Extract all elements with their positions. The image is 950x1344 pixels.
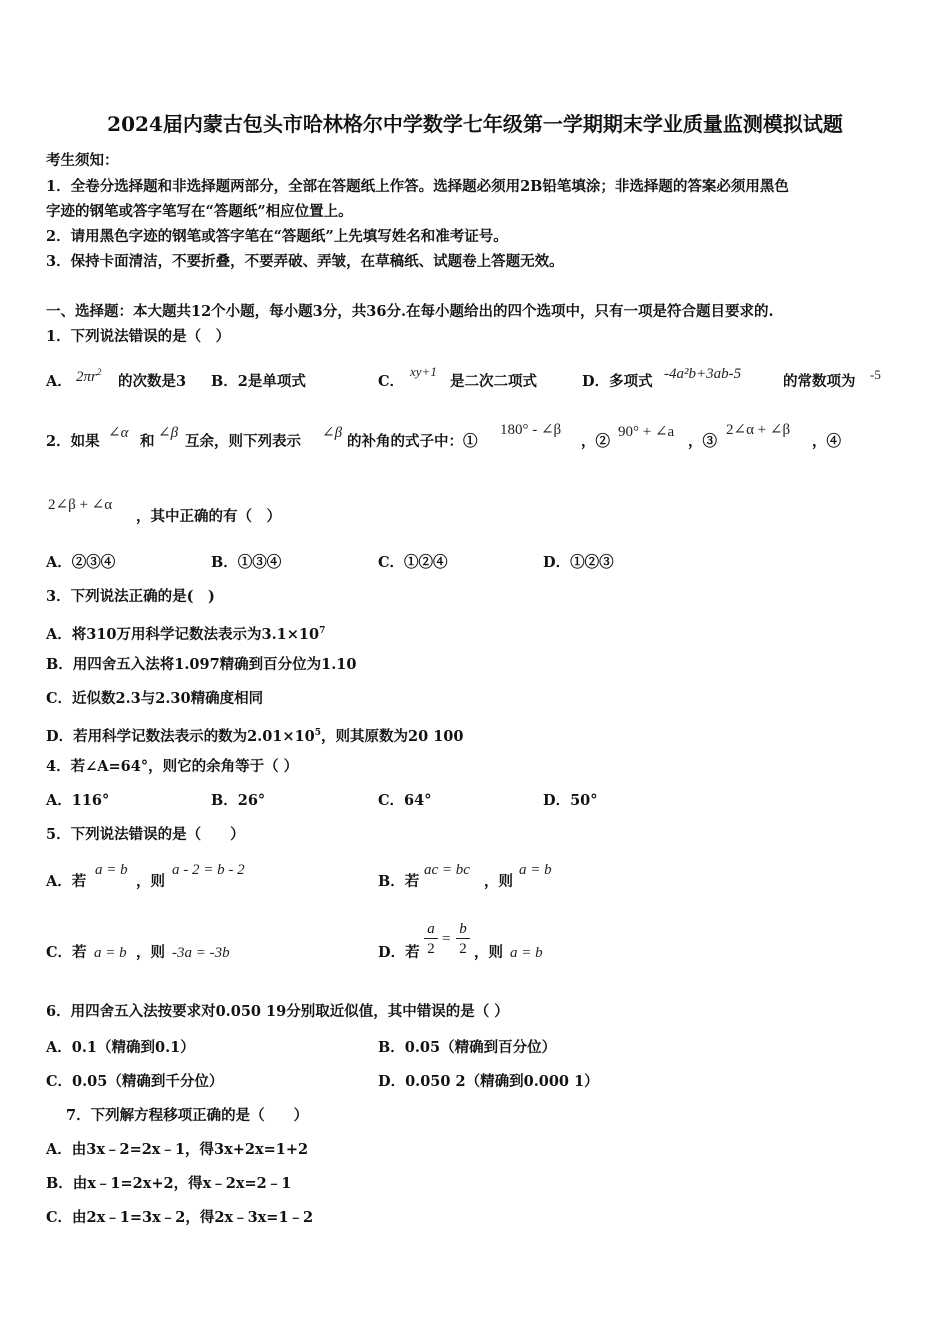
q7-option-c: C．由2x﹣1=3x﹣2，得2x﹣3x=1﹣2 bbox=[46, 1209, 314, 1226]
q3-option-d bbox=[46, 723, 463, 747]
q5-b-result: a = b bbox=[519, 862, 552, 878]
q6-option-d: D．0.050 2（精确到0.000 1） bbox=[378, 1073, 599, 1090]
notice-line-2: 2．请用黑色字迹的钢笔或答字笔在“答题纸”上先填写姓名和准考证号。 bbox=[46, 228, 508, 245]
q5-d-equals: = bbox=[442, 931, 451, 947]
q4-option-a: A．116° bbox=[46, 792, 110, 809]
q5-d-fraction-1 bbox=[424, 920, 438, 959]
notice-line-1a: 1．全卷分选择题和非选择题两部分，全部在答题纸上作答。选择题必须用2B铅笔填涂；非选择题的答案必须用黑色 bbox=[46, 178, 789, 195]
q7-option-b: B．由x﹣1=2x+2，得x﹣2x=2﹣1 bbox=[46, 1175, 292, 1192]
q3-option-a bbox=[46, 621, 325, 645]
q5-a-result: a - 2 = b - 2 bbox=[172, 862, 245, 878]
q2-stem-part4: 的补角的式子中：① bbox=[347, 433, 478, 450]
q2-option-a: A．②③④ bbox=[46, 554, 116, 571]
q1-a-expr: 2πr bbox=[76, 369, 97, 385]
q2-sep-3: ，④ bbox=[812, 433, 841, 450]
notice-line-3: 3．保持卡面清洁，不要折叠，不要弄破、弄皱，在草稿纸、试题卷上答题无效。 bbox=[46, 253, 564, 270]
q3-a-text: A．将310万用科学记数法表示为3.1×10 bbox=[46, 625, 320, 643]
q5-a-then: ，则 bbox=[136, 873, 165, 890]
q5-b-cond: ac = bc bbox=[424, 862, 470, 878]
q5-b-then: ，则 bbox=[484, 873, 513, 890]
q2-beta: ∠β bbox=[158, 425, 179, 441]
q1-d-value: -5 bbox=[870, 367, 881, 382]
q5-d-label: D．若 bbox=[378, 944, 420, 961]
q2-option-d: D．①②③ bbox=[543, 554, 614, 571]
q5-d-fraction-2 bbox=[456, 920, 470, 959]
q6-stem: 6．用四舍五入法按要求对0.050 19分别取近似值，其中错误的是（ ） bbox=[46, 1003, 509, 1020]
q1-a-label: A． bbox=[46, 373, 72, 390]
section-heading: 一、选择题：本大题共12个小题，每小题3分，共36分.在每小题给出的四个选项中，只有一项是符合题目要求的. bbox=[46, 303, 774, 320]
q5-d-num-1: a bbox=[427, 921, 435, 937]
q5-c-then: ，则 bbox=[136, 944, 165, 961]
q5-c-cond: a = b bbox=[94, 945, 127, 961]
q4-option-d: D．50° bbox=[543, 792, 598, 809]
q5-stem: 5．下列说法错误的是（ ） bbox=[46, 826, 245, 843]
q2-expr-1: 180° - ∠β bbox=[500, 422, 562, 438]
q1-a-math bbox=[76, 362, 101, 387]
q2-alpha: ∠α bbox=[108, 425, 129, 441]
q4-stem: 4．若∠A=64°，则它的余角等于（ ） bbox=[46, 758, 299, 775]
q1-a-exponent: 2 bbox=[96, 367, 102, 377]
notice-line-1b: 字迹的钢笔或答字笔写在“答题纸”相应位置上。 bbox=[46, 203, 353, 220]
q5-a-cond: a = b bbox=[95, 862, 128, 878]
q5-c-result: -3a = -3b bbox=[172, 945, 230, 961]
q2-sep-2: ，③ bbox=[688, 433, 717, 450]
q1-d-label: D．多项式 bbox=[582, 373, 653, 390]
q3-option-c: C．近似数2.3与2.30精确度相同 bbox=[46, 690, 264, 707]
q6-option-c: C．0.05（精确到千分位） bbox=[46, 1073, 224, 1090]
q5-d-num-2: b bbox=[459, 921, 467, 937]
q2-expr-2: 90° + ∠a bbox=[618, 424, 675, 440]
q6-option-b: B．0.05（精确到百分位） bbox=[378, 1039, 557, 1056]
q1-d-math: -4a²b+3ab-5 bbox=[664, 366, 742, 382]
q5-d-den-2: 2 bbox=[456, 938, 470, 959]
q7-option-a: A．由3x﹣2=2x﹣1，得3x+2x=1+2 bbox=[46, 1141, 309, 1158]
q1-option-b: B．2是单项式 bbox=[211, 373, 306, 390]
q3-stem: 3．下列说法正确的是( ) bbox=[46, 588, 215, 605]
q3-option-b: B．用四舍五入法将1.097精确到百分位为1.10 bbox=[46, 656, 357, 673]
q1-option-a bbox=[46, 372, 72, 392]
notice-heading: 考生须知： bbox=[46, 152, 119, 169]
q5-d-then: ，则 bbox=[474, 944, 503, 961]
q2-beta-2: ∠β bbox=[322, 425, 343, 441]
q3-d-text: D．若用科学记数法表示的数为2.01×10 bbox=[46, 727, 315, 745]
q2-expr-4: 2∠β + ∠α bbox=[48, 497, 113, 513]
q2-stem-part3: 互余，则下列表示 bbox=[185, 433, 301, 450]
q1-c-text: 是二次二项式 bbox=[450, 373, 537, 390]
q5-d-result: a = b bbox=[510, 945, 543, 961]
q3-d-exponent: 5 bbox=[314, 728, 321, 738]
q6-option-a: A．0.1（精确到0.1） bbox=[46, 1039, 195, 1056]
q2-expr-3: 2∠α + ∠β bbox=[726, 422, 791, 438]
q2-option-c: C．①②④ bbox=[378, 554, 448, 571]
q5-c-label: C．若 bbox=[46, 944, 87, 961]
q1-c-math: xy+1 bbox=[410, 364, 437, 379]
q2-sep-1: ，② bbox=[581, 433, 610, 450]
q1-stem: 1．下列说法错误的是（ ） bbox=[46, 328, 231, 345]
q2-stem-part2: 和 bbox=[140, 433, 155, 450]
q2-option-b: B．①③④ bbox=[211, 554, 282, 571]
q1-c-label: C． bbox=[378, 373, 405, 390]
q3-d-tail: ，则其原数为20 100 bbox=[320, 727, 464, 745]
page-title: 2024届内蒙古包头市哈林格尔中学数学七年级第一学期期末学业质量监测模拟试题 bbox=[107, 112, 843, 136]
q5-a-label: A．若 bbox=[46, 873, 87, 890]
q2-tail: ，其中正确的有（ ） bbox=[136, 508, 281, 525]
q3-a-exponent: 7 bbox=[319, 626, 326, 636]
q5-b-label: B．若 bbox=[378, 873, 420, 890]
q5-d-den-1: 2 bbox=[424, 938, 438, 959]
q7-stem: 7．下列解方程移项正确的是（ ） bbox=[66, 1107, 309, 1124]
q4-option-b: B．26° bbox=[211, 792, 266, 809]
q4-option-c: C．64° bbox=[378, 792, 432, 809]
q2-stem-part1: 2．如果 bbox=[46, 433, 100, 450]
q1-d-text: 的常数项为 bbox=[783, 373, 856, 390]
q1-a-text: 的次数是3 bbox=[118, 373, 187, 390]
